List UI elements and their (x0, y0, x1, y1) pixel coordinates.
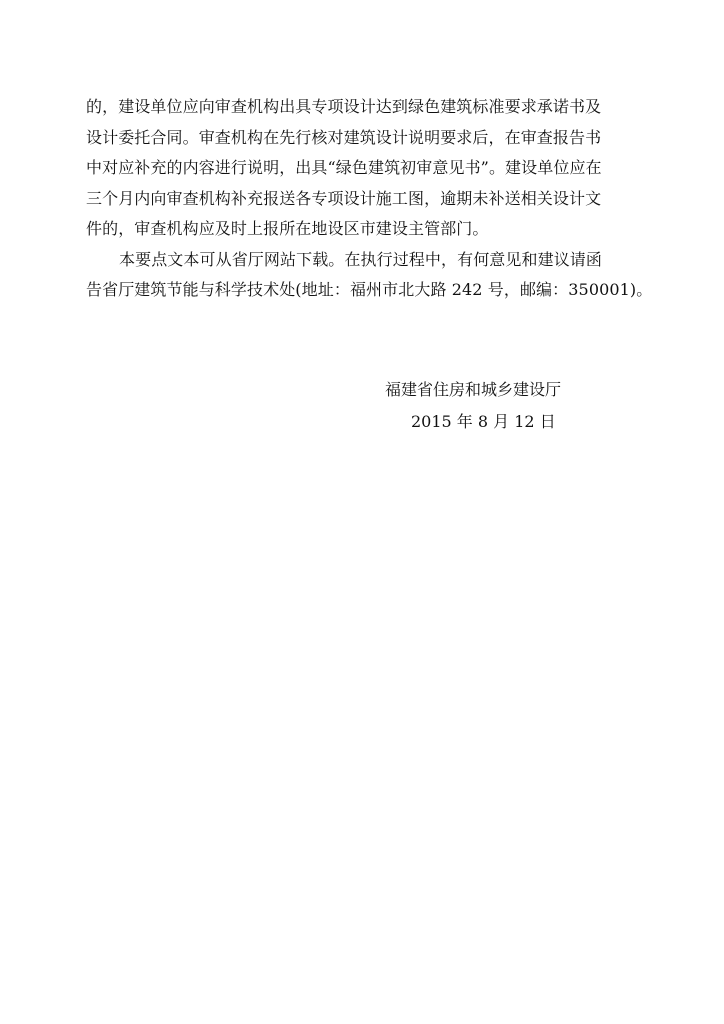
paragraph-2-line-2: 告省厅建筑节能与科学技术处(地址：福州市北大路 242 号，邮编：350001)。 (86, 280, 653, 299)
paragraph-1-line-5: 件的，审查机构应及时上报所在地设区市建设主管部门。 (86, 219, 489, 238)
paragraph-1-line-3: 中对应补充的内容进行说明，出具“绿色建筑初审意见书”。建设单位应在 (86, 158, 602, 177)
paragraph-1-line-2: 设计委托合同。审查机构在先行核对建筑设计说明要求后，在审查报告书 (86, 127, 602, 147)
paragraph-1-line-1: 的，建设单位应向审查机构出具专项设计达到绿色建筑标准要求承诺书及 (86, 97, 602, 116)
signature-organization: 福建省住房和城乡建设厅 (385, 380, 562, 399)
paragraph-1-line-4: 三个月内向审查机构补充报送各专项设计施工图，逾期未补送相关设计文 (86, 188, 602, 208)
document-body (86, 92, 653, 306)
signature-date: 2015 年 8 月 12 日 (411, 412, 556, 431)
paragraph-2-line-1: 本要点文本可从省厅网站下载。在执行过程中，有何意见和建议请函 (119, 249, 603, 269)
